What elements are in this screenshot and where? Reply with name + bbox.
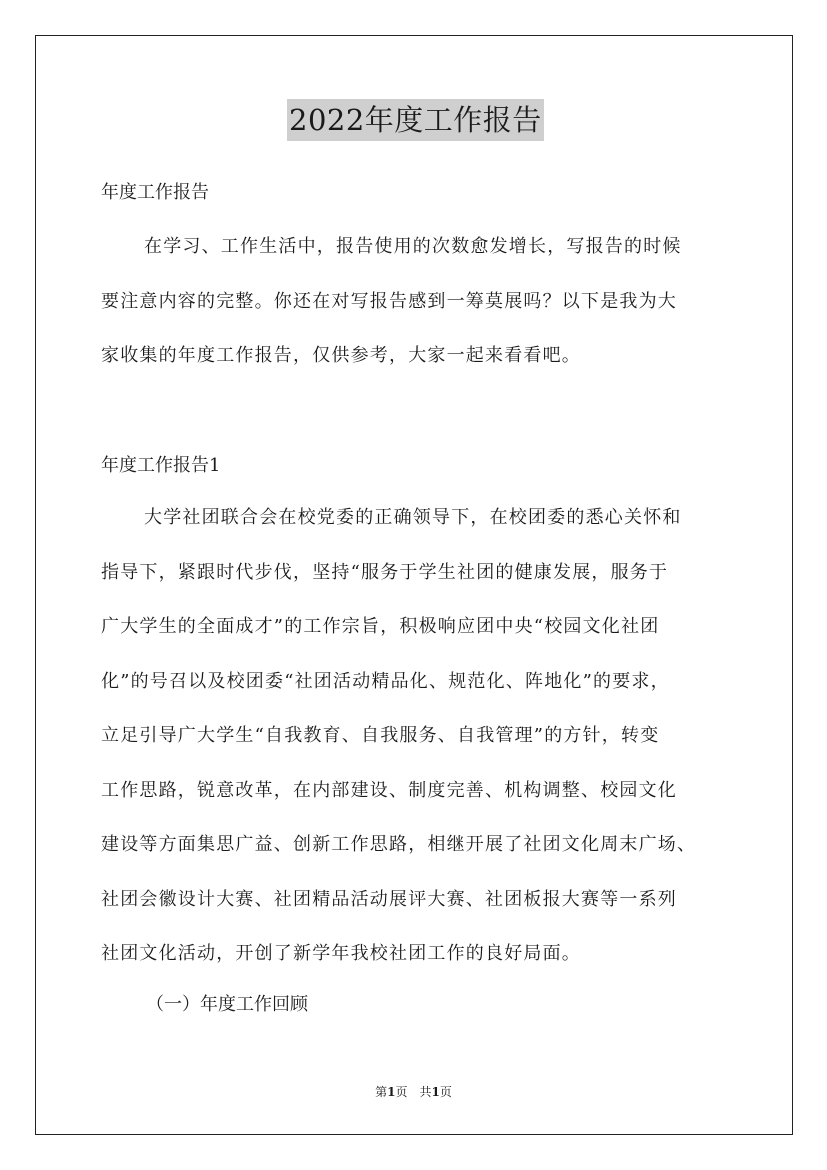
paragraph-line: 化”的号召以及校团委“社团活动精品化、规范化、阵地化”的要求， (101, 670, 670, 692)
paragraph-line: 工作思路，锐意改革，在内部建设、制度完善、机构调整、校园文化 (101, 779, 677, 801)
section-heading: 年度工作报告 (101, 182, 209, 203)
paragraph-line: 家收集的年度工作报告，仅供参考，大家一起来看看吧。 (101, 345, 581, 366)
report-1-heading: 年度工作报告1 (101, 455, 221, 476)
footer-middle: 页 共 (395, 1085, 432, 1099)
intro-paragraph (101, 233, 731, 397)
footer-prefix: 第 (375, 1085, 388, 1099)
paragraph-line: 立足引导广大学生“自我教育、自我服务、自我管理”的方针，转变 (101, 725, 660, 746)
footer-page-total: 1 (431, 1085, 440, 1099)
document-title: 2022年度工作报告 (287, 99, 544, 141)
paragraph-line: 指导下，紧跟时代步伐，坚持“服务于学生社团的健康发展，服务于 (101, 561, 669, 583)
paragraph-line: 社团会徽设计大赛、社团精品活动展评大赛、社团板报大赛等一系列 (101, 888, 677, 910)
paragraph-line: 社团文化活动，开创了新学年我校社团工作的良好局面。 (101, 943, 581, 964)
page-footer (0, 1084, 827, 1100)
paragraph-line: 大学社团联合会在校党委的正确领导下，在校团委的悉心关怀和 (144, 507, 682, 528)
report-1-paragraph (101, 504, 731, 995)
paragraph-line: 在学习、工作生活中，报告使用的次数愈发增长，写报告的时候 (144, 236, 682, 257)
paragraph-line: 要注意内容的完整。你还在对写报告感到一筹莫展吗？以下是我为大 (101, 290, 677, 312)
sub-heading: （一）年度工作回顾 (146, 994, 308, 1015)
paragraph-line: 广大学生的全面成才”的工作宗旨，积极响应团中央“校园文化社团 (101, 616, 660, 637)
footer-page-number: 1 (387, 1085, 396, 1099)
paragraph-line: 建设等方面集思广益、创新工作思路，相继开展了社团文化周末广场、 (101, 834, 697, 855)
footer-suffix: 页 (439, 1085, 452, 1099)
